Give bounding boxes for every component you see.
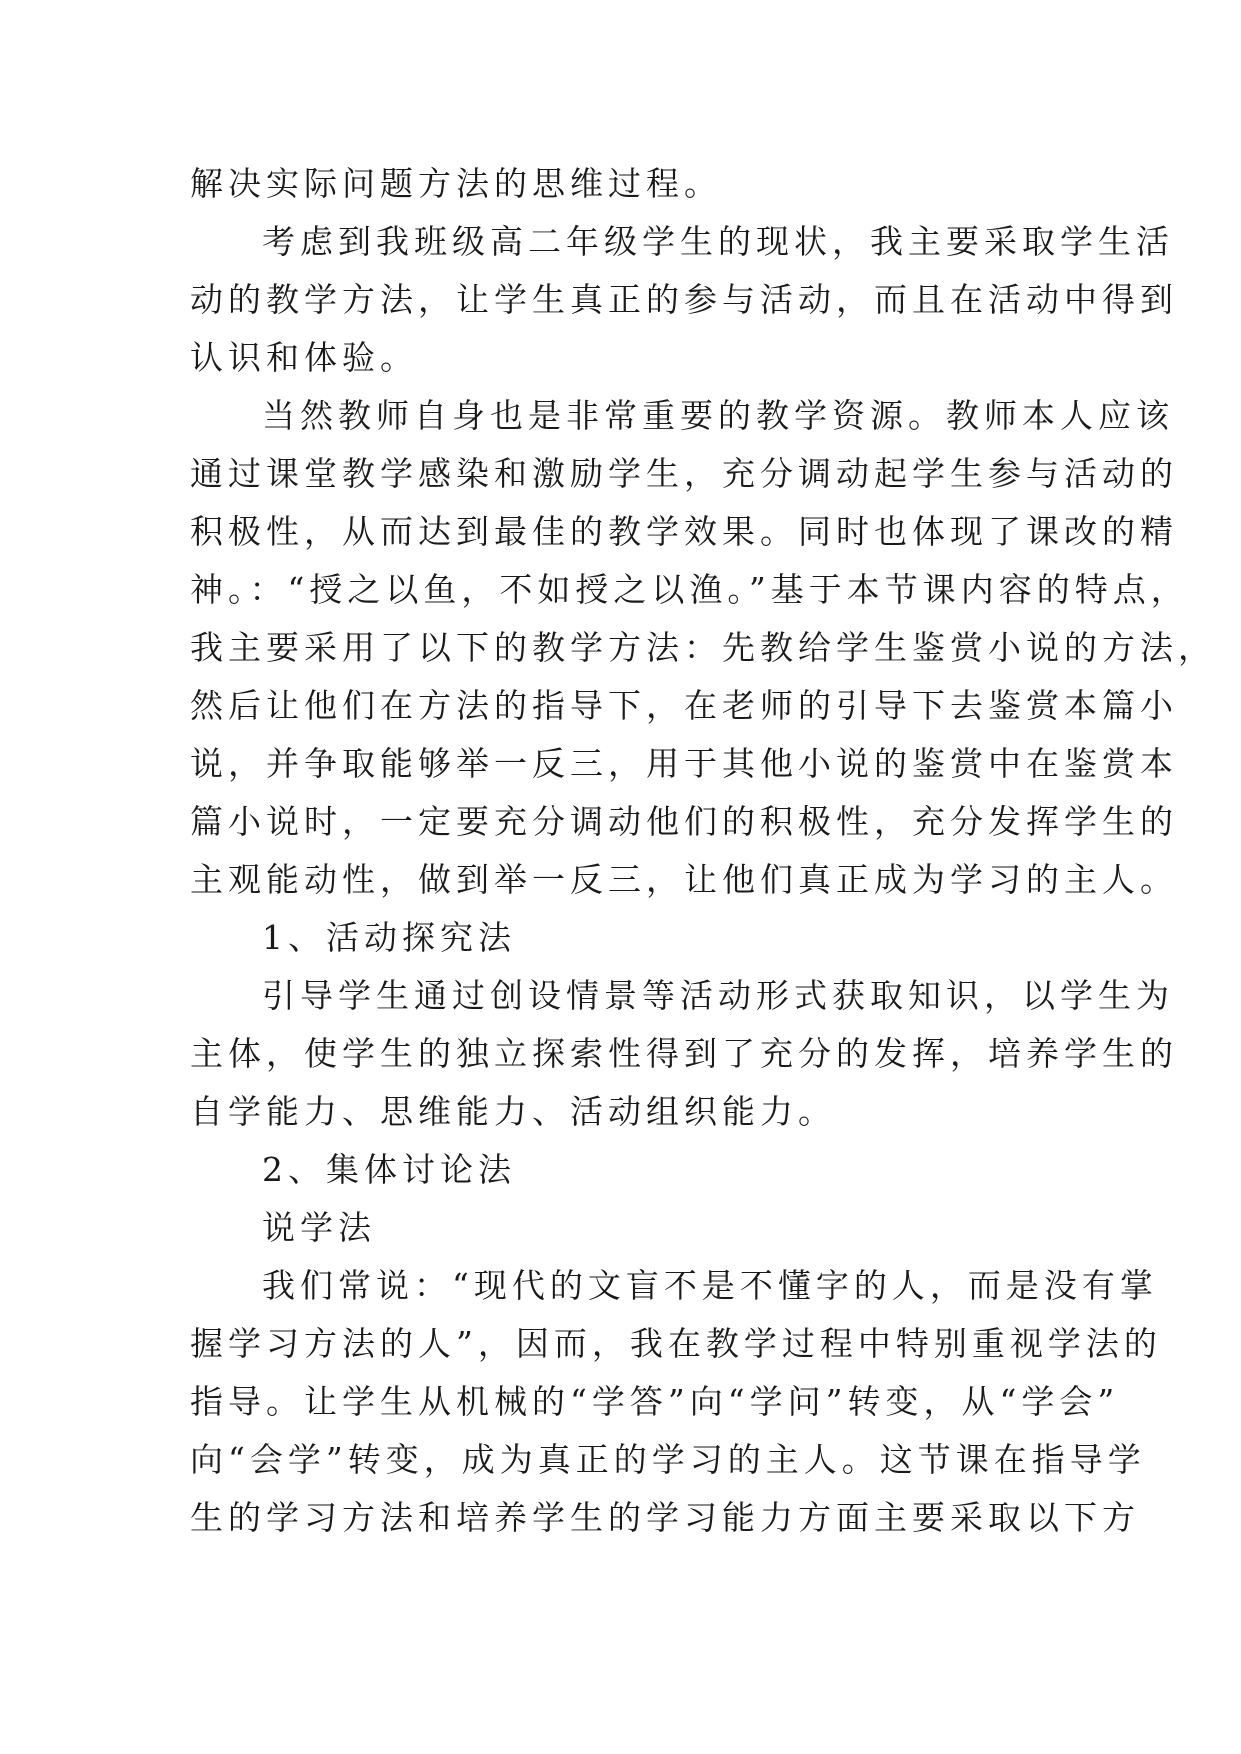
paragraph-first-line: 我们常说：“现代的文盲不是不懂字的人，而是没有掌 <box>262 1266 1158 1305</box>
paragraph-first-line: 引导学生通过创设情景等活动形式获取知识，以学生为 <box>262 976 1174 1015</box>
paragraph-line: 篇小说时，一定要充分调动他们的积极性，充分发挥学生的 <box>190 802 1178 841</box>
paragraph-line: 然后让他们在方法的指导下，在老师的引导下去鉴赏本篇小 <box>190 686 1178 725</box>
paragraph-line: 神。：“授之以鱼，不如授之以渔。”基于本节课内容的特点， <box>190 570 1189 609</box>
paragraph-line: 通过课堂教学感染和激励学生，充分调动起学生参与活动的 <box>190 454 1178 493</box>
paragraph-line: 积极性，从而达到最佳的教学效果。同时也体现了课改的精 <box>190 512 1178 551</box>
paragraph-first-line: 考虑到我班级高二年级学生的现状，我主要采取学生活 <box>262 222 1174 261</box>
paragraph-line: 动的教学方法，让学生真正的参与活动，而且在活动中得到 <box>190 280 1178 319</box>
paragraph-line: 指导。让学生从机械的“学答”向“学问”转变，从“学会” <box>190 1382 1120 1421</box>
paragraph-line: 解决实际问题方法的思维过程。 <box>190 164 722 203</box>
paragraph-line: 自学能力、思维能力、活动组织能力。 <box>190 1092 836 1131</box>
section-heading-learning-method: 说学法 <box>262 1208 376 1247</box>
paragraph-line: 主观能动性，做到举一反三，让他们真正成为学习的主人。 <box>190 860 1178 899</box>
paragraph-line: 生的学习方法和培养学生的学习能力方面主要采取以下方 <box>190 1498 1140 1537</box>
section-heading-activity-inquiry: 1、活动探究法 <box>262 918 516 957</box>
section-heading-group-discussion: 2、集体讨论法 <box>262 1150 516 1189</box>
paragraph-line: 说，并争取能够举一反三，用于其他小说的鉴赏中在鉴赏本 <box>190 744 1178 783</box>
paragraph-line: 主体，使学生的独立探索性得到了充分的发挥，培养学生的 <box>190 1034 1178 1073</box>
document-body <box>190 155 1216 1547</box>
paragraph-line: 握学习方法的人”，因而，我在教学过程中特别重视学法的 <box>190 1324 1162 1363</box>
paragraph-line: 向“会学”转变，成为真正的学习的主人。这节课在指导学 <box>190 1440 1146 1479</box>
paragraph-line: 认识和体验。 <box>190 338 418 377</box>
paragraph-line: 我主要采用了以下的教学方法：先教给学生鉴赏小说的方法， <box>190 628 1216 667</box>
paragraph-first-line: 当然教师自身也是非常重要的教学资源。教师本人应该 <box>262 396 1174 435</box>
